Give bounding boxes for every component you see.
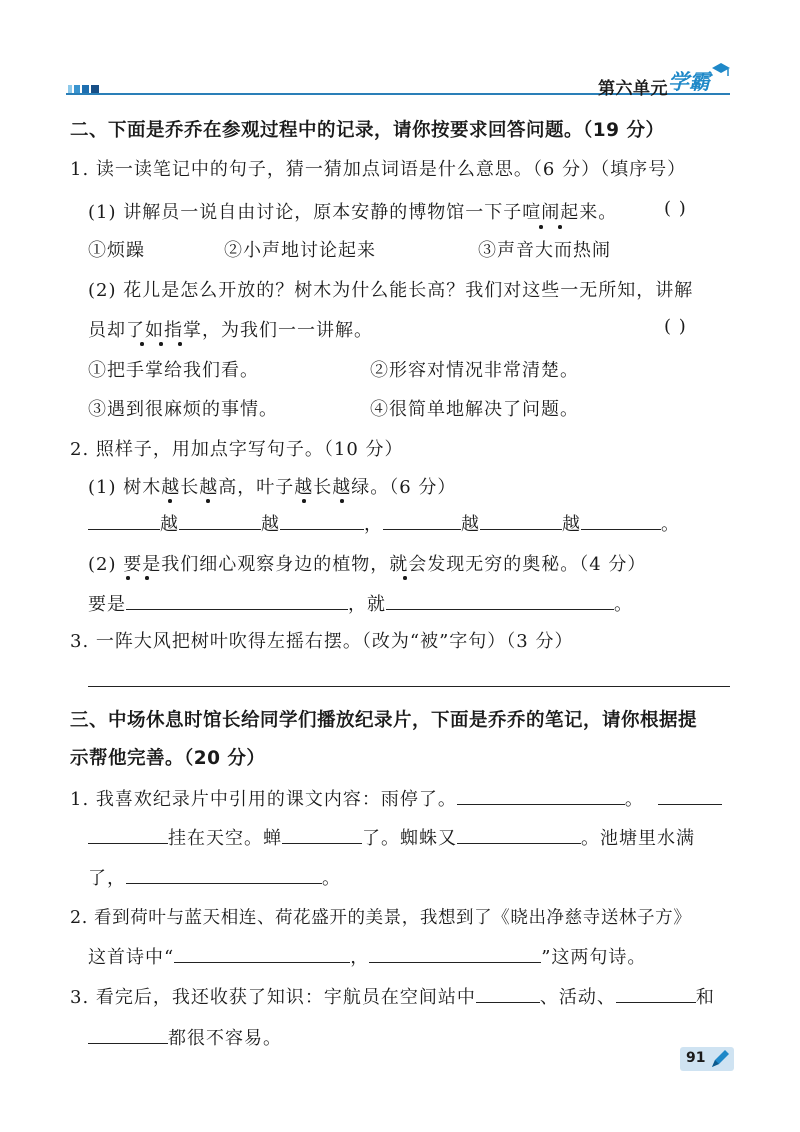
section2-title: 二、下面是乔乔在参观过程中的记录，请你按要求回答问题。（19 分） <box>70 120 665 141</box>
s3-q2-line1: 2. 看到荷叶与蓝天相连、荷花盛开的美景，我想到了《晓出净慈寺送林子方》 <box>70 908 692 928</box>
blank-input[interactable] <box>179 511 261 530</box>
blank-input[interactable] <box>280 511 364 530</box>
emphasis-dot <box>403 576 407 580</box>
graduation-cap-icon <box>710 62 732 78</box>
blank-input[interactable] <box>126 591 348 610</box>
emphasis-dot <box>178 342 182 346</box>
answer-line[interactable] <box>88 686 730 687</box>
s2-q1-sub2-opt3: ③遇到很麻烦的事情。 <box>88 399 278 420</box>
emphasis-dot <box>539 225 543 229</box>
answer-box-1[interactable]: ( ) <box>664 198 687 219</box>
emphasis-dot <box>558 225 562 229</box>
blank-input[interactable] <box>383 511 461 530</box>
s2-q2-prompt: 2. 照样子，用加点字写句子。（10 分） <box>70 439 404 460</box>
s3-q1-line1: 1. 我喜欢纪录片中引用的课文内容：雨停了。 。 <box>70 785 722 811</box>
s2-q1-sub2-opt1: ①把手掌给我们看。 <box>88 360 259 381</box>
blank-input[interactable] <box>581 511 661 530</box>
blank-input[interactable] <box>457 786 625 805</box>
s2-q1-sub1: (1) 讲解员一说自由讨论，原本安静的博物馆一下子喧闹起来。 <box>88 202 618 223</box>
s2-q2-sub1: (1) 树木越长越高，叶子越长越绿。（6 分） <box>88 477 457 498</box>
s2-q1-sub2-line2: 员却了如指掌，为我们一一讲解。 <box>88 320 373 341</box>
pencil-icon <box>709 1048 731 1070</box>
emphasis-dot <box>140 342 144 346</box>
s2-q1-sub1-opt2: ②小声地讨论起来 <box>224 240 376 261</box>
s2-q1-sub2-line1: (2) 花儿是怎么开放的？树木为什么能长高？我们对这些一无所知，讲解 <box>88 280 694 301</box>
s2-q2-sub2: (2) 要是我们细心观察身边的植物，就会发现无穷的奥秘。（4 分） <box>88 554 647 575</box>
s3-q3-line2: 都很不容易。 <box>88 1024 282 1050</box>
s3-q2-line2: 这首诗中“ ， ”这两句诗。 <box>88 943 646 969</box>
emphasis-dot <box>340 499 344 503</box>
s2-q1-sub2-opt4: ④很简单地解决了问题。 <box>370 399 579 420</box>
blank-input[interactable] <box>369 944 541 963</box>
blank-input[interactable] <box>282 825 362 844</box>
s2-q2-sub1-blanks: 越 越 ， 越 越 。 <box>88 510 680 536</box>
page-badge <box>680 1047 734 1071</box>
emphasis-dot <box>168 499 172 503</box>
blank-input[interactable] <box>88 511 160 530</box>
s2-q2-sub2-blanks: 要是 ，就 。 <box>88 590 633 616</box>
s2-q1-sub1-opt1: ①烦躁 <box>88 240 145 261</box>
brand-logo <box>668 66 710 96</box>
s3-q3-line1: 3. 看完后，我还收获了知识：宇航员在空间站中 、活动、 和 <box>70 983 715 1009</box>
s2-q1-prompt: 1. 读一读笔记中的句子，猜一猜加点词语是什么意思。（6 分）（填序号） <box>70 159 687 180</box>
s3-q1-line2: 挂在天空。蝉 了。蜘蛛又 。池塘里水满 <box>88 824 695 850</box>
page-number: 91 <box>686 1050 706 1066</box>
brand-text: 学霸 <box>668 70 710 94</box>
unit-title: 第六单元 <box>598 79 668 99</box>
section3-title-line1: 三、中场休息时馆长给同学们播放纪录片，下面是乔乔的笔记，请你根据提 <box>70 710 698 731</box>
emphasis-dot <box>302 499 306 503</box>
dotted-word: 喧闹 <box>522 202 561 223</box>
s2-q1-sub2-opt2: ②形容对情况非常清楚。 <box>370 360 579 381</box>
section3-title-line2: 示帮他完善。（20 分） <box>70 748 266 769</box>
dotted-word: 如指掌 <box>145 320 202 341</box>
blank-input[interactable] <box>88 825 168 844</box>
s2-q1-sub1-opt3: ③声音大而热闹 <box>478 240 611 261</box>
emphasis-dot <box>206 499 210 503</box>
answer-box-2[interactable]: ( ) <box>664 316 687 337</box>
blank-input[interactable] <box>658 786 722 805</box>
emphasis-dot <box>145 576 149 580</box>
blank-input[interactable] <box>88 1025 168 1044</box>
blank-input[interactable] <box>174 944 350 963</box>
blank-input[interactable] <box>476 984 540 1003</box>
blank-input[interactable] <box>480 511 562 530</box>
blank-input[interactable] <box>386 591 614 610</box>
emphasis-dot <box>159 342 163 346</box>
emphasis-dot <box>126 576 130 580</box>
blank-input[interactable] <box>457 825 581 844</box>
s3-q1-line3: 了， 。 <box>88 864 341 890</box>
s2-q3-prompt: 3. 一阵大风把树叶吹得左摇右摆。（改为“被”字句）（3 分） <box>70 631 574 652</box>
blank-input[interactable] <box>126 865 322 884</box>
blank-input[interactable] <box>616 984 696 1003</box>
header-blocks <box>68 80 99 99</box>
